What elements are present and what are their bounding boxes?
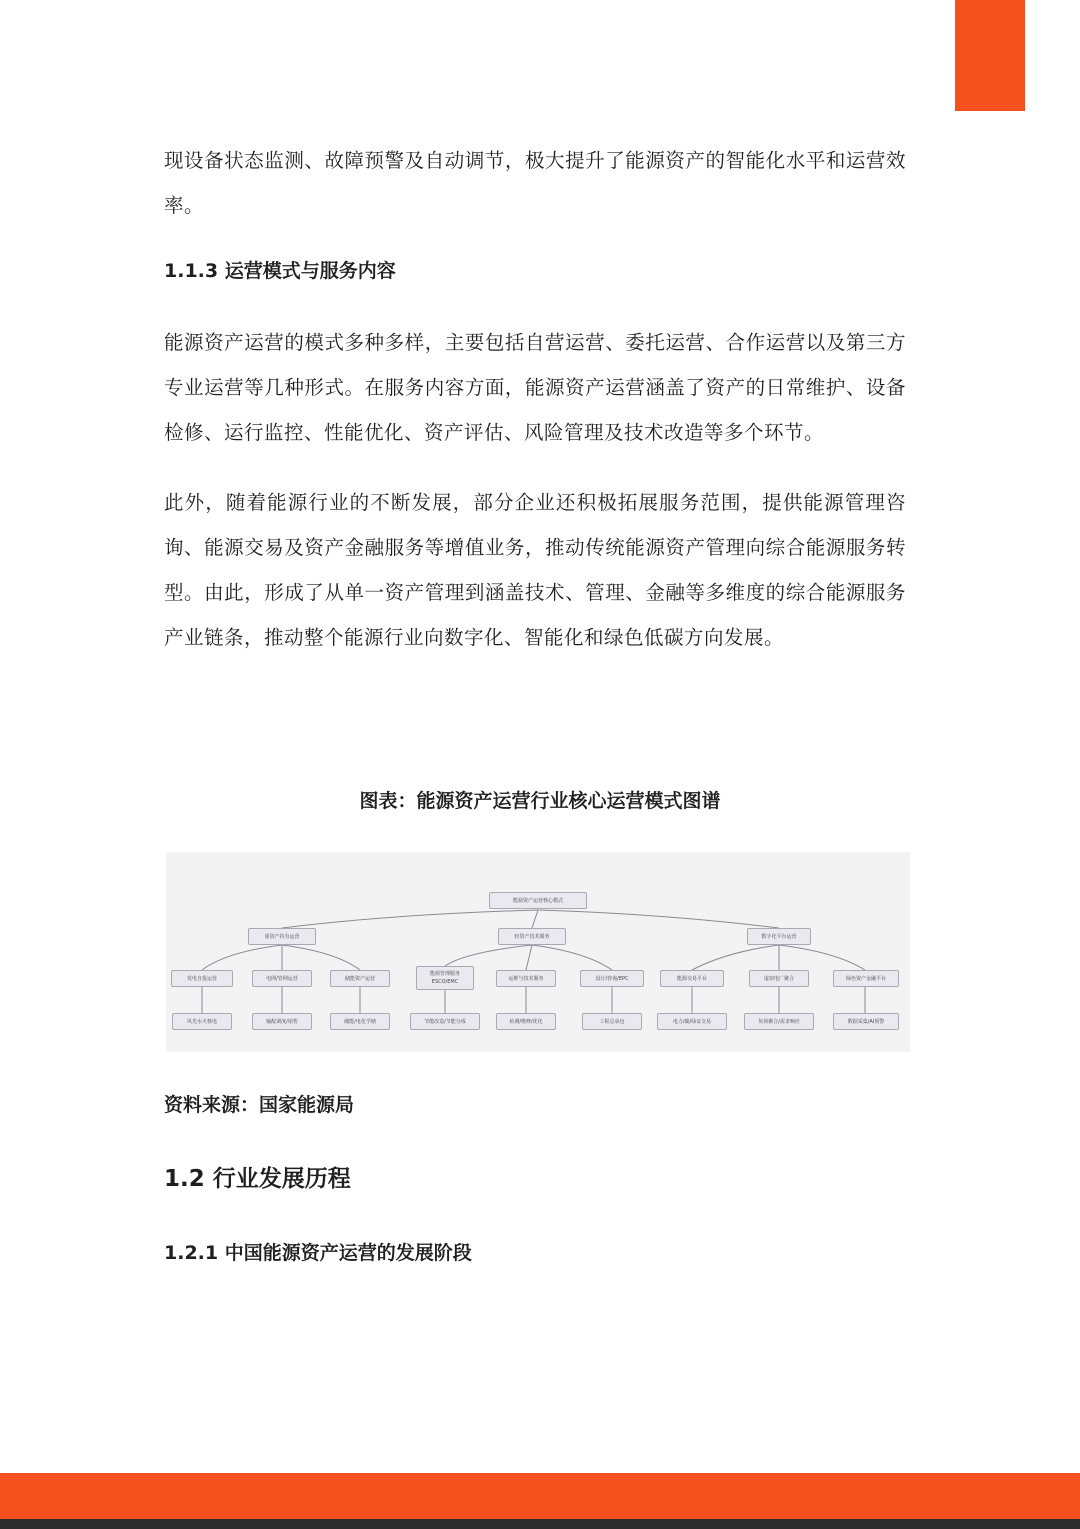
- diagram-l3-node: 电力/碳/绿证交易: [657, 1013, 727, 1030]
- diagram-l3-node: 风光水火核电: [172, 1013, 232, 1030]
- heading-1-1-3: 1.1.3 运营模式与服务内容: [164, 260, 396, 282]
- diagram-l3-node: 检测/维修/优化: [496, 1013, 556, 1030]
- diagram-l2-node: 虚拟电厂聚合: [749, 970, 809, 987]
- diagram-l3-node: 储能/电化学储: [330, 1013, 390, 1030]
- diagram-l1-node: 数字化平台运营: [747, 928, 811, 945]
- diagram-l2-node: 能源管理服务 ESCO/EMC: [416, 966, 474, 990]
- footer-accent-bar: [0, 1473, 1080, 1519]
- diagram-l1-node: 重资产持有运营: [248, 928, 316, 945]
- paragraph-value-added-services: 此外，随着能源行业的不断发展，部分企业还积极拓展服务范围，提供能源管理咨询、能源交易及资产金融服务等增值业务，推动传统能源资产管理向综合能源服务转型。由此，形成了从单一资产管理到涵盖技术、管理、金融等多维度的综合能源服务产业链条，推动整个能源行业向数字化、智能化和绿色低碳方向发展。: [164, 491, 906, 649]
- diagram-l3-node: 数据采集/AI预警: [833, 1013, 899, 1030]
- paragraph-continued: 现设备状态监测、故障预警及自动调节，极大提升了能源资产的智能化水平和运营效率。: [164, 149, 906, 217]
- diagram-l3-node: 工程总承包: [582, 1013, 642, 1030]
- diagram-l2-node: 设计/咨询/EPC: [580, 970, 644, 987]
- diagram-l2-node: 发电自投运营: [171, 970, 233, 987]
- diagram-l2-node: 能源交易平台: [660, 970, 724, 987]
- operation-mode-diagram: [166, 852, 910, 1052]
- diagram-l3-node: 节能改造/节能分成: [410, 1013, 480, 1030]
- diagram-l3-node: 负荷聚合/需求响应: [744, 1013, 814, 1030]
- figure-caption: 图表：能源资产运营行业核心运营模式图谱: [359, 790, 721, 812]
- diagram-l2-node: 运维与技术服务: [496, 970, 556, 987]
- diagram-l1-node: 轻资产技术服务: [498, 928, 566, 945]
- figure-source: 资料来源：国家能源局: [164, 1094, 355, 1116]
- document-body: [164, 138, 906, 660]
- diagram-l2-node: 绿色资产金融平台: [833, 970, 899, 987]
- diagram-l2-node: 储能资产运营: [330, 970, 390, 987]
- heading-1-2: 1.2 行业发展历程: [164, 1166, 351, 1192]
- diagram-l3-node: 输配调度/销售: [252, 1013, 312, 1030]
- corner-accent-tab: [955, 0, 1025, 111]
- diagram-l2-node: 电网/管网运营: [252, 970, 312, 987]
- heading-1-2-1: 1.2.1 中国能源资产运营的发展阶段: [164, 1242, 472, 1264]
- footer-dark-strip: [0, 1519, 1080, 1529]
- paragraph-operation-modes: 能源资产运营的模式多种多样，主要包括自营运营、委托运营、合作运营以及第三方专业运营等几种形式。在服务内容方面，能源资产运营涵盖了资产的日常维护、设备检修、运行监控、性能优化、资产评估、风险管理及技术改造等多个环节。: [164, 331, 906, 444]
- diagram-root-node: 能源资产运营核心模式: [489, 892, 587, 909]
